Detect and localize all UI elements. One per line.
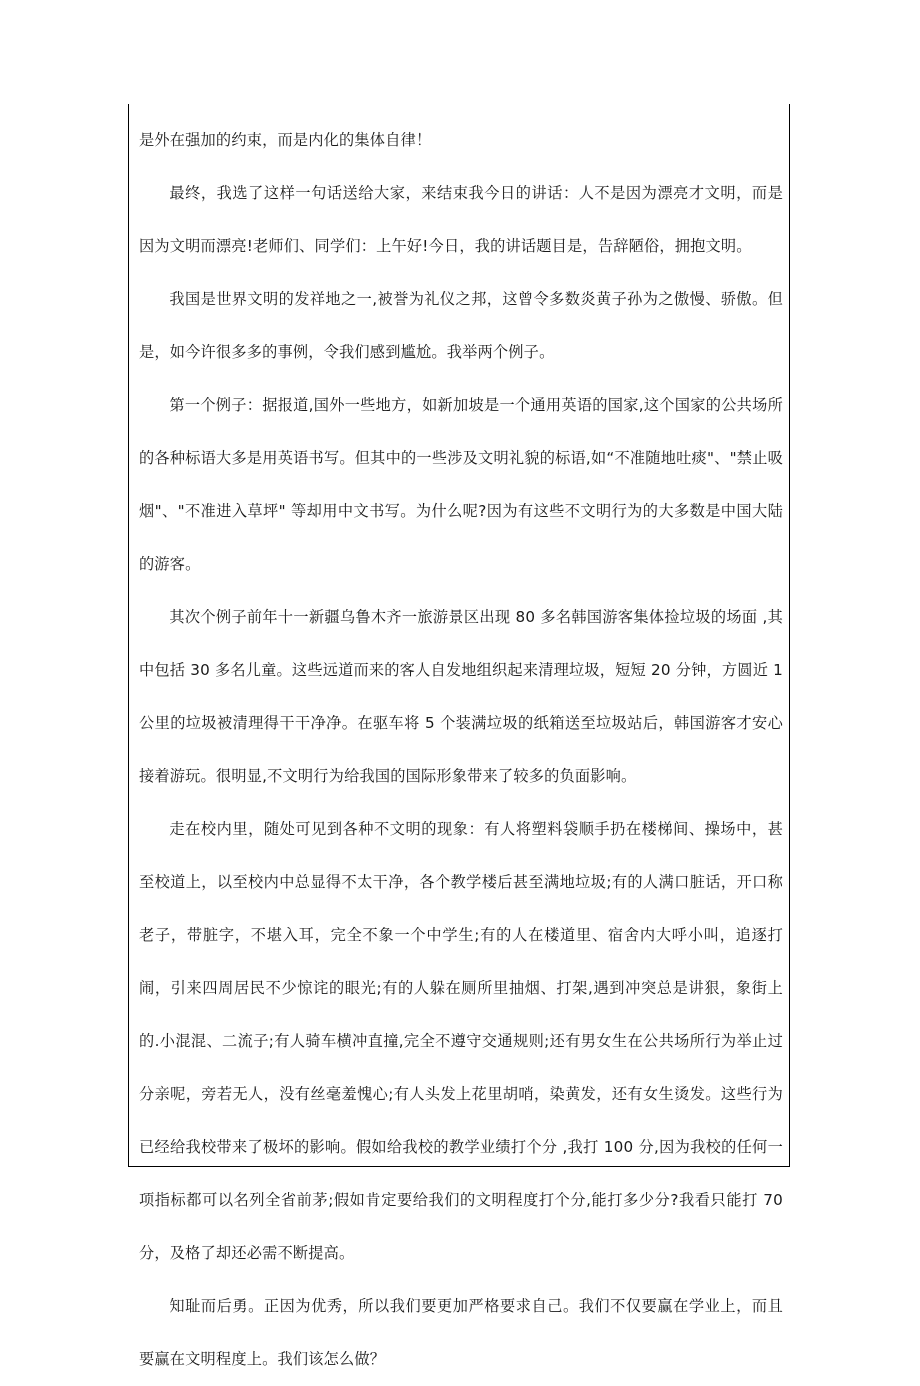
document-text-body bbox=[129, 104, 791, 1386]
paragraph-continued: 是外在强加的约束，而是内化的集体自律！ bbox=[139, 131, 432, 149]
paragraph-example-one: 第一个例子：据报道,国外一些地方，如新加坡是一个通用英语的国家,这个国家的公共场所的各种标语大多是用英语书写。但其中的一些涉及文明礼貌的标语,如“不准随地吐痰"、"禁止吸烟"、"不准进入草坪" 等却用中文书写。为什么呢?因为有这些不文明行为的大多数是中国大陆的游客。 bbox=[139, 396, 783, 573]
paragraph-civilization-cradle: 我国是世界文明的发祥地之一,被誉为礼仪之邦，这曾令多数炎黄子孙为之傲慢、骄傲。但是，如今许很多多的事例，令我们感到尴尬。我举两个例子。 bbox=[139, 290, 783, 361]
paragraph-example-two: 其次个例子前年十一新疆乌鲁木齐一旅游景区出现 80 多名韩国游客集体捡垃圾的场面 ,其中包括 30 多名儿童。这些远道而来的客人自发地组织起来清理垃圾，短短 20 分钟，方圆近 1 公里的垃圾被清理得干干净净。在驱车将 5 个装满垃圾的纸箱送至垃圾站后，韩国游客才安心接着游玩。很明显,不文明行为给我国的国际形象带来了较多的负面影响。 bbox=[139, 608, 783, 785]
paragraph-campus-observations: 走在校内里，随处可见到各种不文明的现象：有人将塑料袋顺手扔在楼梯间、操场中，甚至校道上，以至校内中总显得不太干净，各个教学楼后甚至满地垃圾;有的人满口脏话，开口称老子，带脏字，不堪入耳，完全不象一个中学生;有的人在楼道里、宿舍内大呼小叫，追逐打闹，引来四周居民不少惊诧的眼光;有的人躲在厕所里抽烟、打架,遇到冲突总是讲狠，象街上的.小混混、二流子;有人骑车横冲直撞,完全不遵守交通规则;还有男女生在公共场所行为举止过分亲呢，旁若无人，没有丝毫羞愧心;有人头发上花里胡哨，染黄发，还有女生烫发。这些行为已经给我校带来了极坏的影响。假如给我校的教学业绩打个分 ,我打 100 分,因为我校的任何一项指标都可以名列全省前茅;假如肯定要给我们的文明程度打个分,能打多少分?我看只能打 70 分，及格了却还必需不断提高。 bbox=[139, 820, 783, 1262]
paragraph-closing-quote: 最终，我选了这样一句话送给大家，来结束我今日的讲话：人不是因为漂亮才文明，而是因为文明而漂亮!老师们、同学们：上午好!今日，我的讲话题目是，告辞陋俗，拥抱文明。 bbox=[139, 184, 783, 255]
document-table-frame bbox=[128, 104, 790, 1368]
paragraph-conclusion: 知耻而后勇。正因为优秀，所以我们要更加严格要求自己。我们不仅要赢在学业上，而且要赢在文明程度上。我们该怎么做？ bbox=[139, 1297, 783, 1368]
